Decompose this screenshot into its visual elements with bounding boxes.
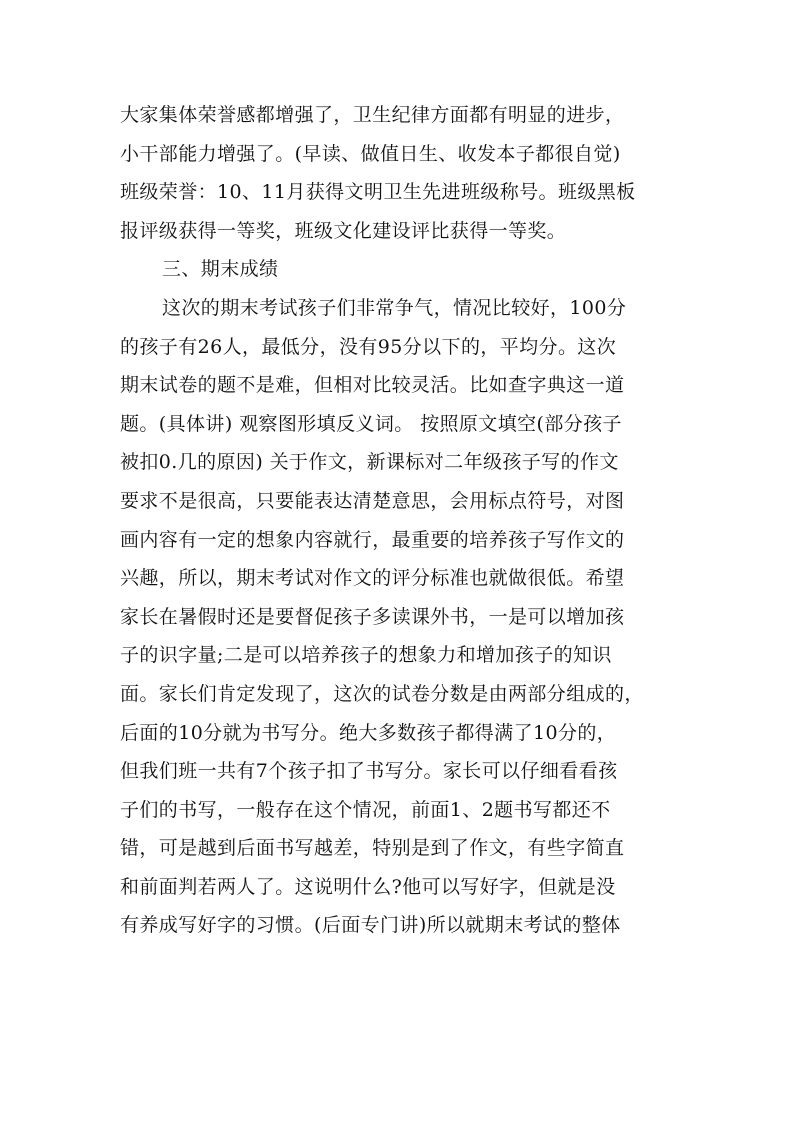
text-line: 有养成写好字的习惯。(后面专门讲)所以就期末考试的整体: [120, 914, 621, 937]
text-line: 兴趣，所以，期末考试对作文的评分标准也就做很低。希望: [120, 567, 625, 590]
text-line: 画内容有一定的想象内容就行，最重要的培养孩子写作文的: [120, 528, 625, 551]
text-line: 题。(具体讲) 观察图形填反义词。 按照原文填空(部分孩子: [120, 412, 622, 435]
text-line: 和前面判若两人了。这说明什么?他可以写好字，但就是没: [120, 875, 616, 898]
section-heading: 三、期末成绩: [162, 258, 279, 281]
text-line: 大家集体荣誉感都增强了，卫生纪律方面都有明显的进步，: [120, 104, 625, 126]
text-line: 被扣0.几的原因) 关于作文，新课标对二年级孩子写的作文: [120, 451, 619, 474]
text-line: 子的识字量;二是可以培养孩子的想象力和增加孩子的知识: [120, 644, 612, 667]
text-line: 错，可是越到后面书写越差，特别是到了作文，有些字简直: [120, 837, 625, 860]
text-line: 后面的10分就为书写分。绝大多数孩子都得满了10分的，: [120, 721, 617, 744]
text-line: 要求不是很高，只要能表达清楚意思，会用标点符号，对图: [120, 489, 625, 512]
text-line: 面。家长们肯定发现了，这次的试卷分数是由两部分组成的，: [120, 682, 644, 705]
body-text: [120, 96, 690, 945]
text-line: 期末试卷的题不是难，但相对比较灵活。比如查字典这一道: [120, 374, 625, 397]
text-line: 但我们班一共有7个孩子扣了书写分。家长可以仔细看看孩: [120, 760, 618, 783]
text-line: 报评级获得一等奖，班级文化建设评比获得一等奖。: [120, 219, 567, 242]
text-line: 这次的期末考试孩子们非常争气，情况比较好，100分: [162, 296, 627, 319]
text-line: 家长在暑假时还是要督促孩子多读课外书，一是可以增加孩: [120, 605, 625, 628]
text-line: 班级荣誉：10、11月获得文明卫生先进班级称号。班级黑板: [120, 181, 636, 204]
text-line: 子们的书写，一般存在这个情况，前面1、2题书写都还不: [120, 798, 611, 821]
text-line: 小干部能力增强了。(早读、做值日生、收发本子都很自觉): [120, 142, 621, 165]
text-line: 的孩子有26人，最低分，没有95分以下的，平均分。这次: [120, 335, 617, 358]
